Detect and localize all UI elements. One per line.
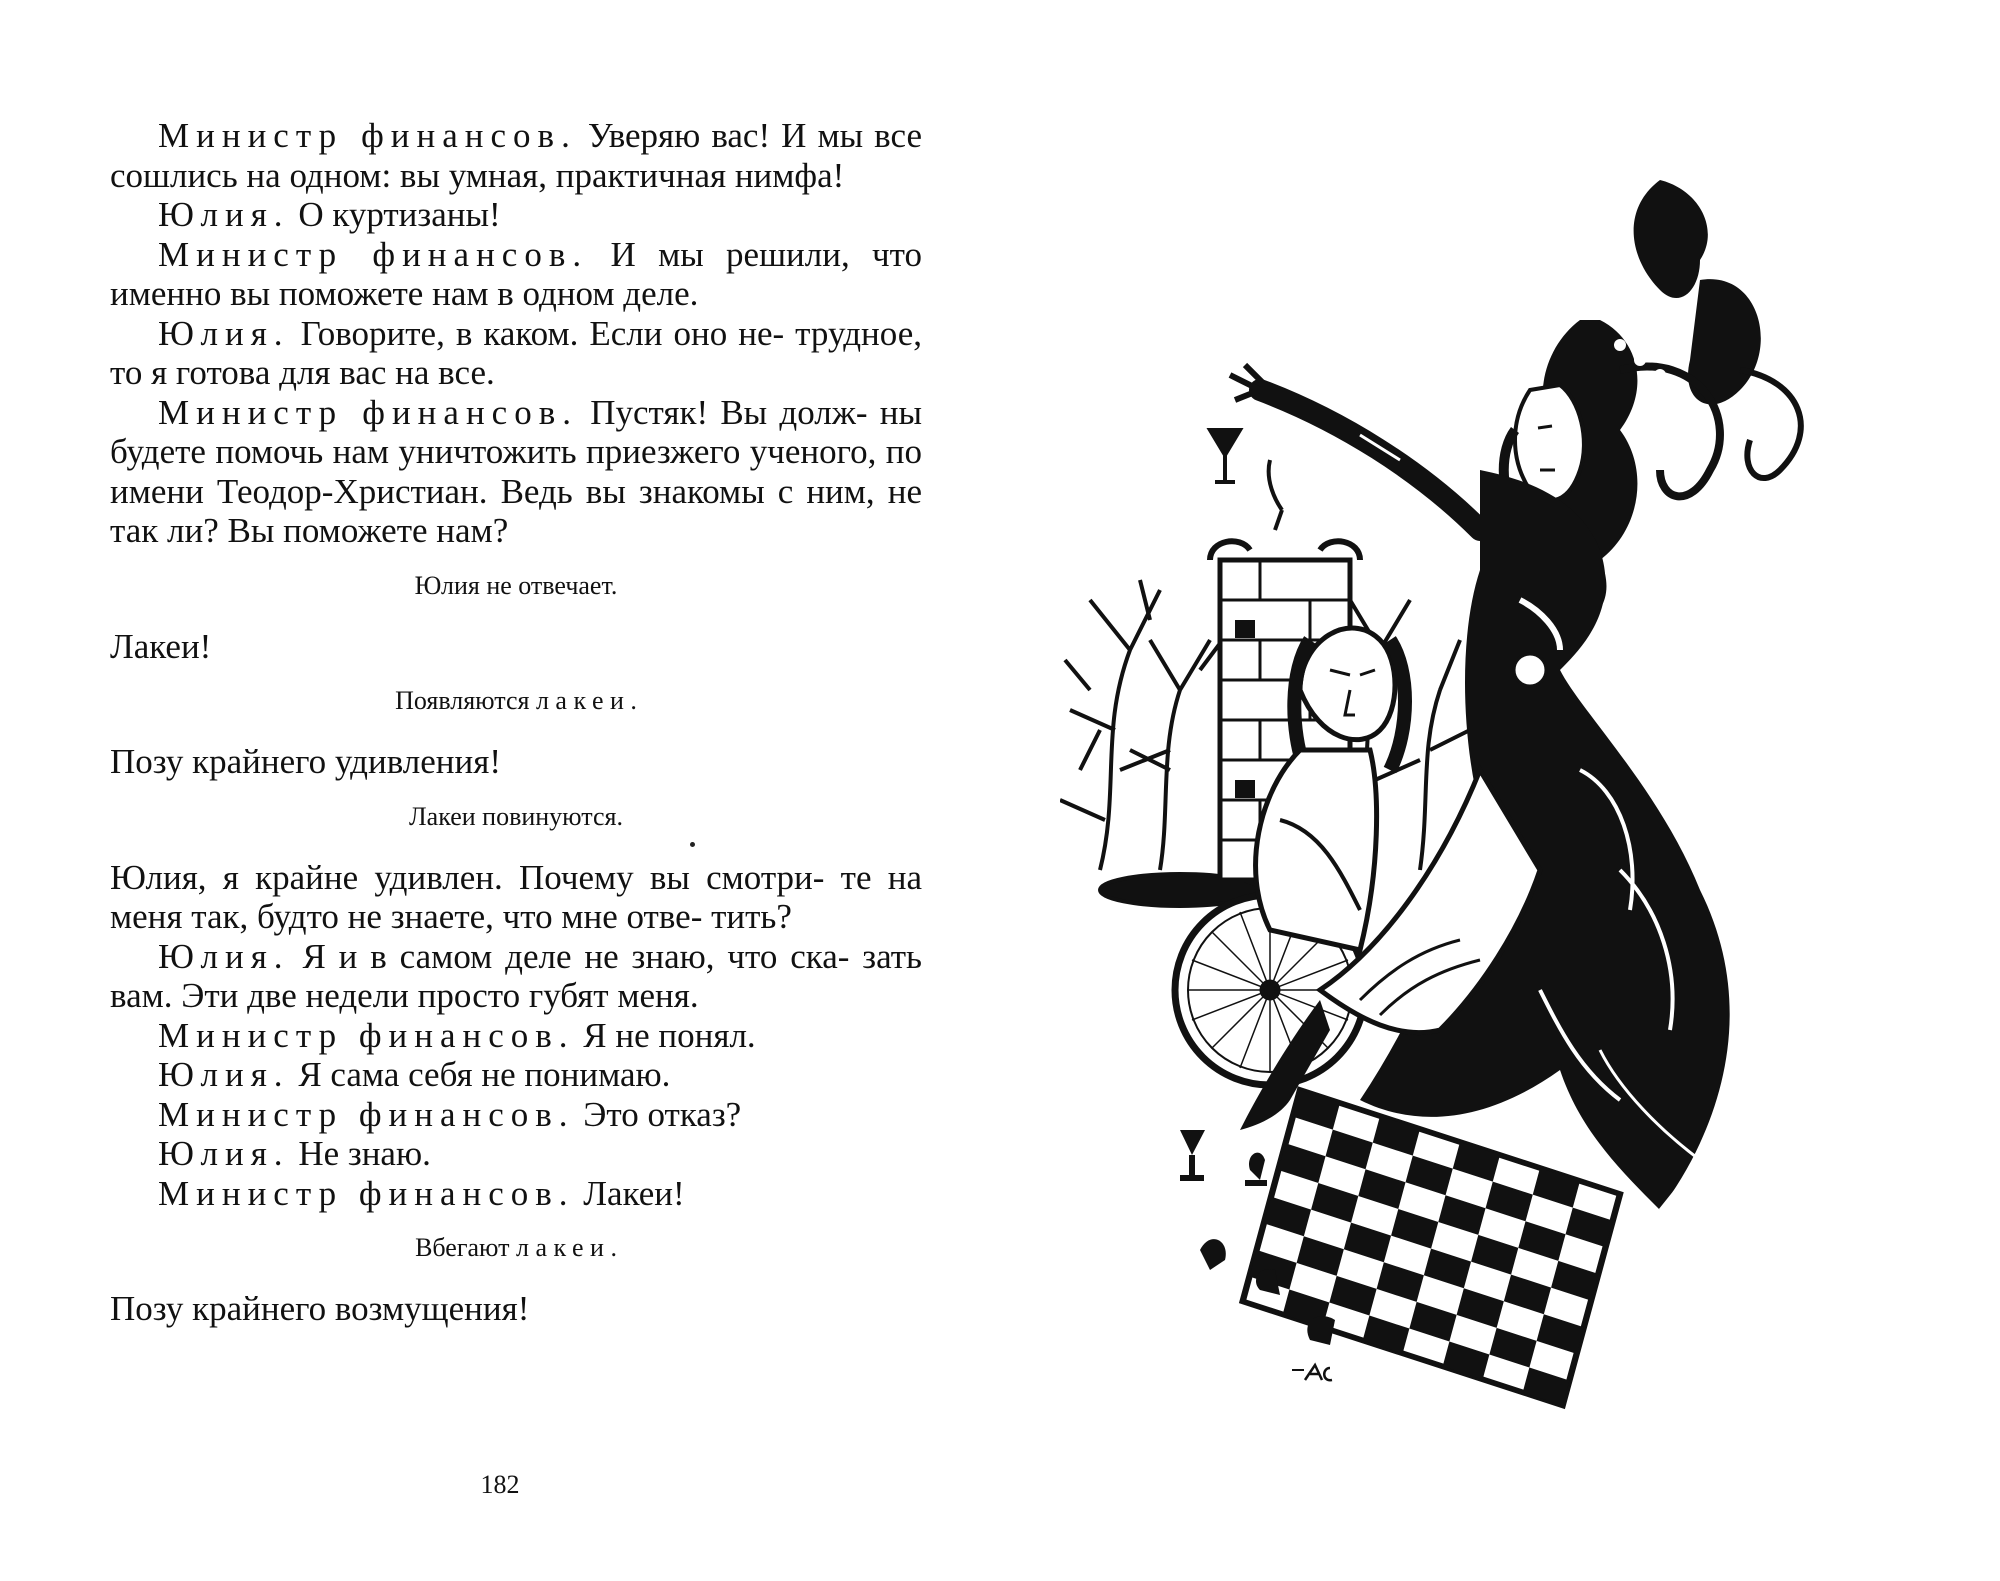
dialogue-paragraph (110, 1095, 922, 1135)
stage-direction: Юлия не отвечает. (414, 570, 618, 600)
ink-illustration (1060, 170, 1960, 1430)
dialogue-text: О куртизаны! (289, 195, 501, 234)
dialogue-text: Говорите, в каком. Если оно не- трудное, то я готова для вас на все. (110, 313, 922, 392)
dialogue-paragraph (110, 195, 922, 235)
dialogue-paragraph (110, 393, 922, 551)
print-speck (690, 842, 695, 847)
dialogue-line: Позу крайнего возмущения! (110, 1289, 530, 1328)
dialogue-paragraph (110, 235, 922, 314)
raised-arm (1230, 365, 1480, 530)
speaker-name: Министр финансов. (158, 116, 577, 155)
stage-text: . (610, 1233, 617, 1262)
dialogue-paragraph (110, 937, 922, 1016)
dialogue-text: Пустяк! Вы долж- ны будете помочь нам уничтожить приезжего ученого, по имени Теодор-Христиан. Ведь вы знакомы с ним, не так ли? Вы поможете нам? (110, 392, 922, 550)
dialogue-text: Не знаю. (289, 1134, 431, 1173)
dialogue-paragraph (110, 314, 922, 393)
artist-signature (1292, 1365, 1332, 1380)
speaker-name: Юлия. (158, 313, 290, 353)
dialogue-paragraph (110, 116, 922, 195)
stage-spaced: лакеи (515, 1233, 611, 1262)
dialogue-text: Лакеи! (574, 1173, 685, 1213)
dialogue-text: И мы решили, что именно вы поможете нам в одном деле. (110, 234, 922, 313)
speaker-name: Юлия. (158, 1055, 290, 1094)
speaker-name: Министр финансов. (158, 1015, 575, 1055)
speaker-name: Министр финансов. (158, 1094, 575, 1134)
play-text (110, 116, 922, 1329)
speaker-name: Юлия. (158, 195, 290, 234)
stage-text: Вбегают (415, 1233, 516, 1262)
gown (1320, 470, 1730, 1210)
dialogue-paragraph (110, 1016, 922, 1056)
stage-direction (110, 1233, 922, 1263)
speaker-name: Юлия. (158, 936, 290, 976)
wine-glass-icon (1210, 430, 1282, 530)
stage-text: Появляются (395, 686, 536, 715)
speaker-name: Министр финансов. (158, 234, 589, 274)
dialogue-text: Я не понял. (574, 1015, 756, 1055)
dialogue-paragraph: Юлия, я крайне удивлен. Почему вы смотри- те на меня так, будто не знаете, что мне отве- тить? (110, 857, 922, 936)
stage-spaced: лакеи (535, 686, 631, 715)
dialogue-paragraph (110, 1134, 922, 1174)
stage-text: . (630, 686, 637, 715)
speaker-name: Юлия. (158, 1134, 290, 1173)
chessboard (1243, 1090, 1620, 1405)
dialogue-paragraph (110, 1055, 922, 1095)
speaker-name: Министр финансов. (158, 392, 578, 432)
stage-direction: Лакеи повинуются. (409, 801, 623, 831)
dialogue-text: Я сама себя не понимаю. (289, 1055, 671, 1094)
dialogue-line: Лакеи! (110, 626, 212, 666)
stage-direction (110, 686, 922, 716)
dialogue-text: Это отказ? (574, 1094, 742, 1134)
dialogue-text: Я и в самом деле не знаю, что ска- зать вам. Эти две недели просто губят меня. (110, 936, 922, 1015)
speaker-name: Министр финансов. (158, 1173, 575, 1213)
page-number: 182 (480, 1470, 520, 1499)
dialogue-text: Уверяю вас! И мы все сошлись на одном: вы умная, практичная нимфа! (110, 116, 922, 195)
dialogue-paragraph (110, 1174, 922, 1214)
dialogue-line: Позу крайнего удивления! (110, 742, 501, 781)
right-page (1000, 0, 2000, 1581)
